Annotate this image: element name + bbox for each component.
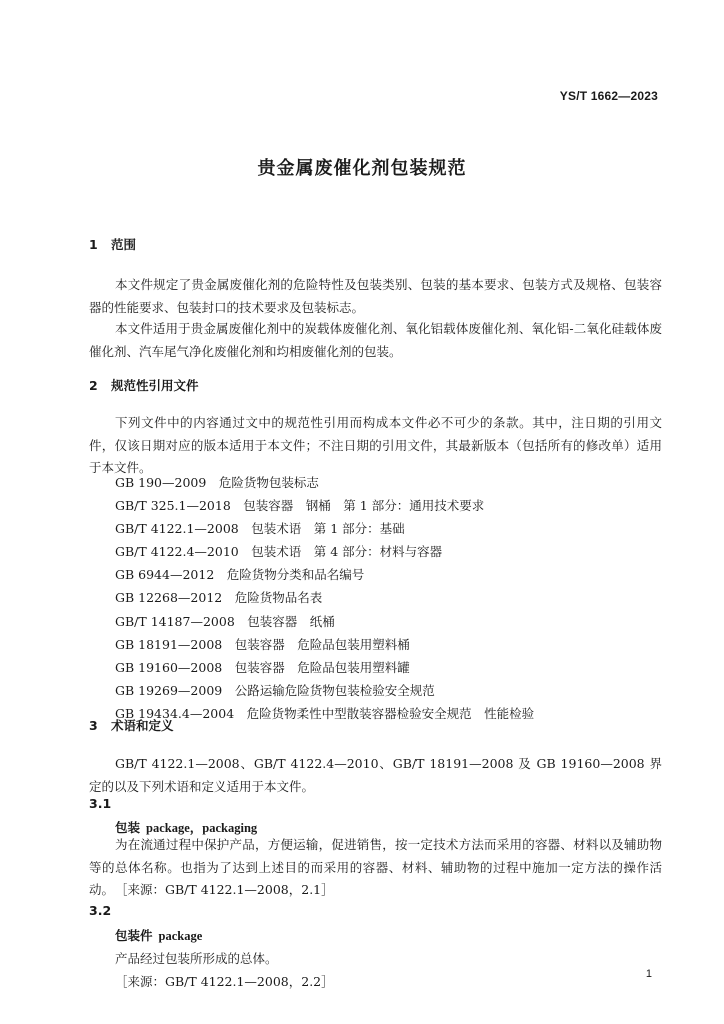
- reference-item: GB 12268—2012 危险货物品名表: [115, 590, 323, 606]
- reference-item: GB 6944—2012 危险货物分类和品名编号: [115, 567, 365, 583]
- term-3-1-definition: 为在流通过程中保护产品，方便运输，促进销售，按一定技术方法而采用的容器、材料以及辅助物等的总体名称。也指为了达到上述目的而采用的容器、材料、辅助物的过程中施加一定方法的操作活动。: [89, 837, 662, 897]
- section-2-number: 2: [89, 378, 98, 393]
- reference-item: GB 190—2009 危险货物包装标志: [115, 475, 319, 490]
- section-1-title: 范围: [111, 237, 137, 252]
- reference-list: [115, 471, 534, 725]
- references-intro: 下列文件中的内容通过文中的规范性引用而构成本文件必不可少的条款。其中，注日期的引用文件，仅该日期对应的版本适用于本文件；不注日期的引用文件，其最新版本（包括所有的修改单）适用于本文件。: [89, 415, 662, 475]
- section-1-number: 1: [89, 237, 98, 252]
- term-3-1-cn: 包装: [115, 820, 141, 835]
- reference-item: GB/T 325.1—2018 包装容器 钢桶 第 1 部分：通用技术要求: [115, 498, 485, 514]
- standard-number: YS/T 1662—2023: [559, 89, 658, 103]
- reference-item: GB 19269—2009 公路运输危险货物包装检验安全规范: [115, 682, 435, 698]
- reference-item: GB/T 4122.1—2008 包装术语 第 1 部分：基础: [115, 521, 405, 537]
- reference-item: GB/T 14187—2008 包装容器 纸桶: [115, 613, 335, 629]
- term-3-2-number: 3.2: [89, 903, 112, 918]
- section-3-number: 3: [89, 718, 98, 733]
- term-3-1-en: package，packaging: [146, 821, 258, 835]
- page-number: 1: [645, 968, 652, 980]
- reference-item: GB 18191—2008 包装容器 危险品包装用塑料桶: [115, 636, 410, 652]
- term-3-2-cn: 包装件: [115, 928, 153, 943]
- terms-intro: GB/T 4122.1—2008、GB/T 4122.4—2010、GB/T 18191—2008 及 GB 19160—2008 界定的以及下列术语和定义适用于本文件。: [89, 756, 662, 794]
- term-3-1-number: 3.1: [89, 796, 112, 811]
- document-title: 贵金属废催化剂包装规范: [257, 158, 467, 179]
- reference-item: GB 19434.4—2004 危险货物柔性中型散装容器检验安全规范 性能检验: [115, 705, 535, 721]
- term-3-1-source: ［来源：GB/T 4122.1—2008，2.1］: [115, 882, 334, 897]
- section-2-title: 规范性引用文件: [111, 378, 199, 393]
- term-3-2-en: package: [158, 929, 203, 943]
- term-3-2-source: ［来源：GB/T 4122.1—2008，2.2］: [115, 974, 334, 989]
- scope-paragraph-2: 本文件适用于贵金属废催化剂中的炭载体废催化剂、氧化铝载体废催化剂、氧化铝-二氧化硅载体废催化剂、汽车尾气净化废催化剂和均相废催化剂的包装。: [89, 321, 662, 359]
- reference-item: GB 19160—2008 包装容器 危险品包装用塑料罐: [115, 659, 410, 675]
- scope-paragraph-1: 本文件规定了贵金属废催化剂的危险特性及包装类别、包装的基本要求、包装方式及规格、包装容器的性能要求、包装封口的技术要求及包装标志。: [89, 277, 662, 315]
- section-1-heading: [89, 235, 136, 253]
- section-3-title: 术语和定义: [111, 718, 174, 733]
- term-3-2-definition: 产品经过包装所形成的总体。: [115, 951, 278, 966]
- term-3-2-name: [115, 926, 202, 944]
- section-3-heading: [89, 716, 174, 734]
- reference-item: GB/T 4122.4—2010 包装术语 第 4 部分：材料与容器: [115, 544, 443, 560]
- section-2-heading: [89, 376, 199, 394]
